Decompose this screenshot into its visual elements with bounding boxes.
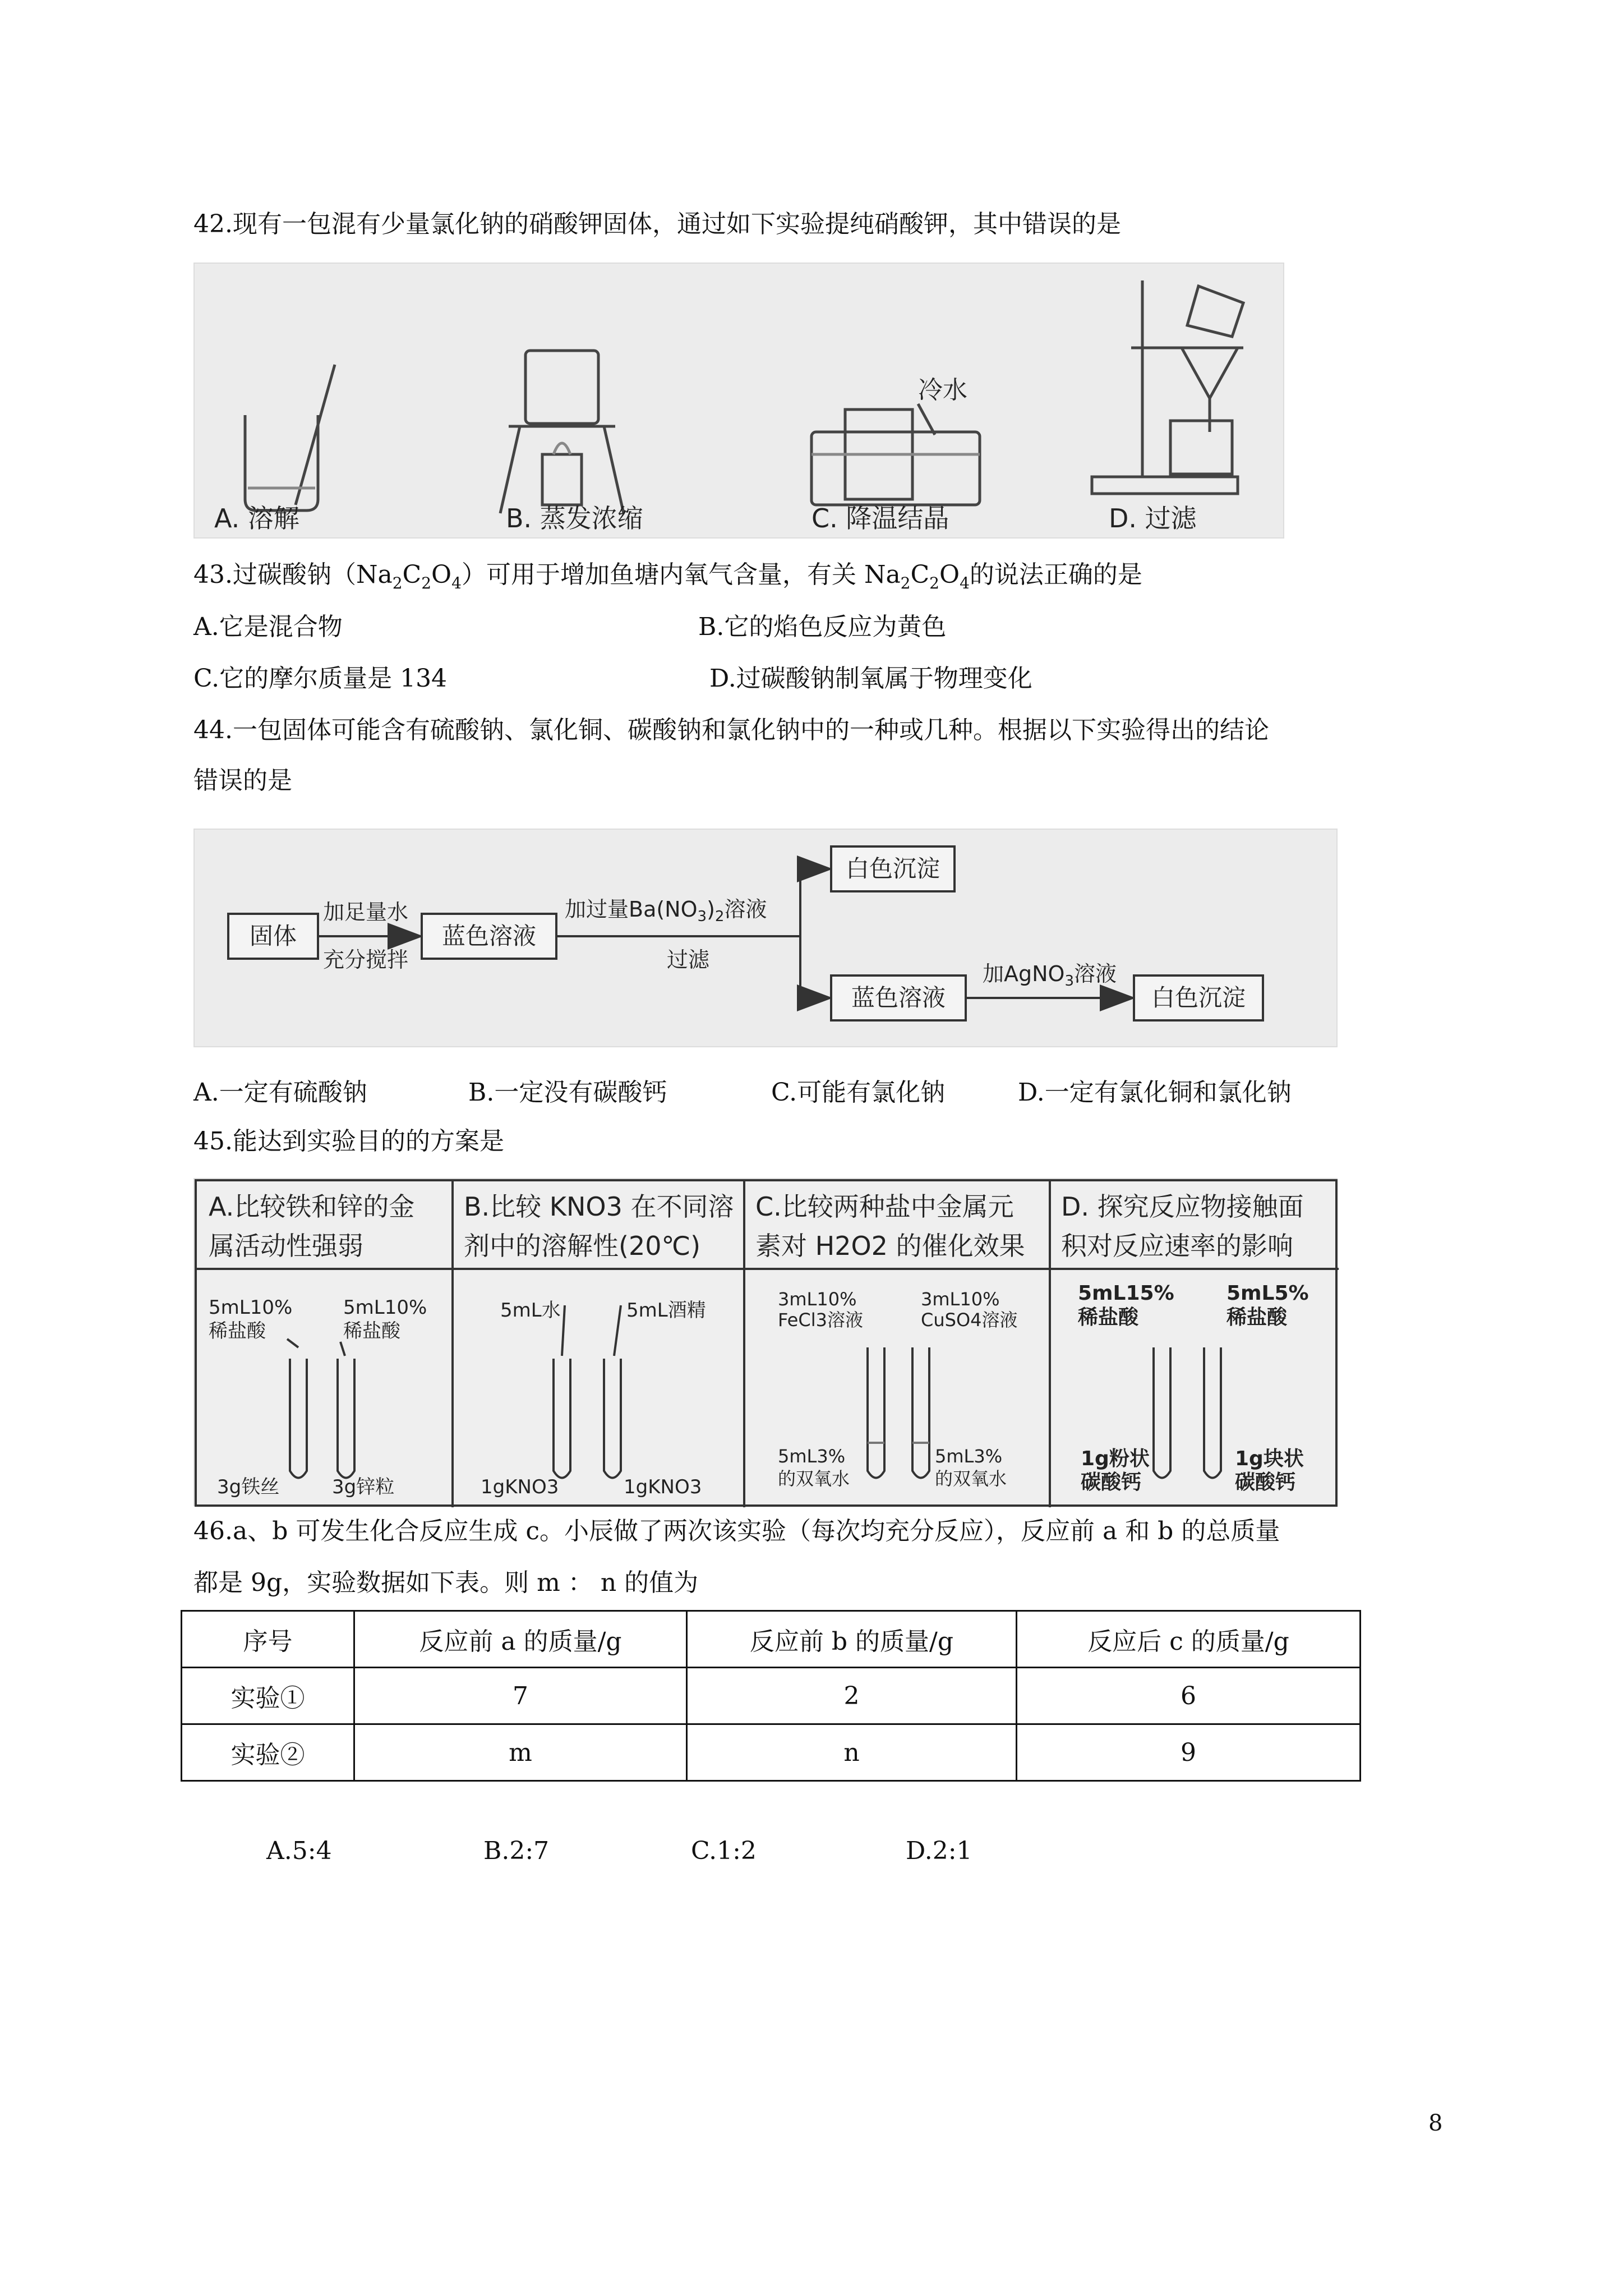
table-row bbox=[182, 1724, 1361, 1781]
flow-step1-top: 加足量水 bbox=[322, 900, 409, 924]
q44-option-c: C.可能有氯化钠 bbox=[771, 1078, 946, 1107]
flow-blue-solution: 蓝色溶液 bbox=[441, 922, 537, 950]
flow-step2-top: 加过量$Ba(NO_3)_2$溶液 bbox=[565, 897, 767, 925]
svg-text:5mL3%: 5mL3% bbox=[778, 1446, 846, 1467]
q45-figure-svg bbox=[195, 1179, 1339, 1507]
q44-line1: 44.一包固体可能含有硫酸钠、氯化铜、碳酸钠和氯化钠中的一种或几种。根据以下实验得出的结论 bbox=[193, 716, 1269, 744]
svg-text:5mL酒精: 5mL酒精 bbox=[626, 1299, 706, 1322]
q46-line2: 都是 9g，实验数据如下表。则 m ： n 的值为 bbox=[193, 1568, 699, 1597]
svg-text:B.比较 KNO3 在不同溶: B.比较 KNO3 在不同溶 bbox=[464, 1191, 734, 1222]
svg-text:1gKNO3: 1gKNO3 bbox=[481, 1476, 559, 1498]
q46-table bbox=[181, 1610, 1361, 1782]
flow-solid: 固体 bbox=[249, 922, 297, 950]
table-row bbox=[182, 1668, 1361, 1724]
q44-flowchart-svg bbox=[195, 830, 1339, 1048]
table-header-row bbox=[182, 1611, 1361, 1668]
svg-text:稀盐酸: 稀盐酸 bbox=[209, 1320, 266, 1342]
svg-text:5mL15%: 5mL15% bbox=[1078, 1282, 1174, 1305]
svg-text:3g铁丝: 3g铁丝 bbox=[217, 1476, 280, 1498]
svg-text:碳酸钙: 碳酸钙 bbox=[1081, 1471, 1142, 1494]
svg-text:3mL10%: 3mL10% bbox=[921, 1289, 1000, 1310]
panel-c bbox=[755, 1191, 1025, 1489]
q43-option-d: D.过碳酸钠制氧属于物理变化 bbox=[709, 664, 1032, 693]
flow-step1-bottom: 充分搅拌 bbox=[322, 947, 409, 972]
svg-text:1g块状: 1g块状 bbox=[1235, 1447, 1304, 1470]
svg-text:A.比较铁和锌的金: A.比较铁和锌的金 bbox=[209, 1191, 415, 1222]
q46-option-d: D.2:1 bbox=[906, 1837, 972, 1865]
table-cell: 6 bbox=[1017, 1668, 1361, 1724]
svg-text:属活动性强弱: 属活动性强弱 bbox=[209, 1231, 363, 1261]
figure-label-b: B. 蒸发浓缩 bbox=[506, 503, 643, 533]
q46-option-a: A.5:4 bbox=[266, 1837, 332, 1865]
svg-text:D. 探究反应物接触面: D. 探究反应物接触面 bbox=[1061, 1191, 1304, 1222]
q45-figure bbox=[193, 1178, 1338, 1506]
water-bath-icon bbox=[811, 404, 980, 505]
q44-option-b: B.一定没有碳酸钙 bbox=[468, 1078, 667, 1107]
svg-text:剂中的溶解性(20℃): 剂中的溶解性(20℃) bbox=[464, 1231, 701, 1261]
table-header: 反应前 a 的质量/g bbox=[354, 1611, 687, 1668]
svg-text:FeCl3溶液: FeCl3溶液 bbox=[778, 1309, 863, 1331]
svg-text:5mL10%: 5mL10% bbox=[209, 1296, 293, 1319]
svg-text:3g锌粒: 3g锌粒 bbox=[332, 1476, 395, 1498]
test-tube-icon bbox=[554, 1305, 621, 1478]
svg-text:的双氧水: 的双氧水 bbox=[778, 1468, 850, 1489]
svg-text:素对 H2O2 的催化效果: 素对 H2O2 的催化效果 bbox=[755, 1231, 1025, 1261]
svg-text:1g粉状: 1g粉状 bbox=[1081, 1447, 1150, 1470]
test-tube-icon bbox=[287, 1339, 354, 1478]
svg-text:稀盐酸: 稀盐酸 bbox=[343, 1320, 400, 1342]
q43-option-c: C.它的摩尔质量是 134 bbox=[193, 664, 448, 693]
q43-option-a: A.它是混合物 bbox=[193, 613, 343, 641]
filtration-icon bbox=[1092, 280, 1243, 494]
q45-text: 45.能达到实验目的的方案是 bbox=[193, 1127, 504, 1156]
table-header: 反应前 b 的质量/g bbox=[687, 1611, 1017, 1668]
page-number: 8 bbox=[1428, 2110, 1443, 2136]
figure-label-d: D. 过滤 bbox=[1109, 503, 1197, 533]
figure-label-c: C. 降温结晶 bbox=[811, 503, 949, 533]
table-cell: 9 bbox=[1017, 1724, 1361, 1781]
svg-text:3mL10%: 3mL10% bbox=[778, 1289, 857, 1310]
svg-text:C.比较两种盐中金属元: C.比较两种盐中金属元 bbox=[755, 1191, 1014, 1222]
svg-text:CuSO4溶液: CuSO4溶液 bbox=[921, 1309, 1018, 1331]
table-cell: 实验① bbox=[182, 1668, 354, 1724]
q46-line1: 46.a、b 可发生化合反应生成 c。小辰做了两次该实验（每次均充分反应），反应前 a 和 b 的总质量 bbox=[193, 1517, 1280, 1545]
svg-text:的双氧水: 的双氧水 bbox=[935, 1468, 1007, 1489]
beaker-icon bbox=[245, 365, 335, 510]
q42-text: 42.现有一包混有少量氯化钠的硝酸钾固体，通过如下实验提纯硝酸钾，其中错误的是 bbox=[193, 210, 1121, 238]
q42-figure-svg bbox=[195, 264, 1285, 540]
table-cell: 实验② bbox=[182, 1724, 354, 1781]
panel-a bbox=[209, 1191, 427, 1498]
svg-text:5mL3%: 5mL3% bbox=[935, 1446, 1003, 1467]
panel-b bbox=[464, 1191, 734, 1498]
table-header: 反应后 c 的质量/g bbox=[1017, 1611, 1361, 1668]
table-cell: m bbox=[354, 1724, 687, 1781]
figure-label-a: A. 溶解 bbox=[214, 503, 299, 533]
panel-d bbox=[1061, 1191, 1309, 1494]
q44-option-d: D.一定有氯化铜和氯化钠 bbox=[1018, 1078, 1292, 1107]
svg-text:稀盐酸: 稀盐酸 bbox=[1227, 1306, 1288, 1329]
svg-text:5mL10%: 5mL10% bbox=[343, 1296, 427, 1319]
q42-figure bbox=[193, 263, 1284, 539]
test-tube-icon bbox=[1154, 1347, 1221, 1478]
q43-option-b: B.它的焰色反应为黄色 bbox=[698, 613, 947, 641]
tripod-burner-icon bbox=[500, 351, 624, 513]
q43-text: 43.过碳酸钠$(Na_2C_2O_4)$可用于增加鱼塘内氧气含量，有关 $Na_2C_2O_4$的说法正确的是 bbox=[193, 560, 1142, 592]
table-header: 序号 bbox=[182, 1611, 354, 1668]
cold-water-label: 冷水 bbox=[918, 376, 967, 404]
flow-white-ppt-2: 白色沉淀 bbox=[1151, 984, 1246, 1011]
flow-step2-bottom: 过滤 bbox=[666, 947, 710, 972]
q44-flowchart bbox=[193, 829, 1338, 1047]
svg-text:稀盐酸: 稀盐酸 bbox=[1078, 1306, 1139, 1329]
flow-blue-solution-2: 蓝色溶液 bbox=[851, 984, 946, 1011]
q46-option-b: B.2:7 bbox=[483, 1837, 550, 1865]
table-cell: 2 bbox=[687, 1668, 1017, 1724]
flow-step3: 加AgNO$_3$溶液 bbox=[983, 961, 1117, 990]
test-tube-icon bbox=[868, 1347, 929, 1478]
table-cell: n bbox=[687, 1724, 1017, 1781]
svg-text:5mL水: 5mL水 bbox=[500, 1299, 561, 1322]
q46-option-c: C.1:2 bbox=[691, 1837, 757, 1865]
q44-option-a: A.一定有硫酸钠 bbox=[193, 1078, 367, 1107]
q44-line2: 错误的是 bbox=[193, 766, 292, 795]
svg-text:1gKNO3: 1gKNO3 bbox=[624, 1476, 702, 1498]
svg-text:积对反应速率的影响: 积对反应速率的影响 bbox=[1061, 1231, 1293, 1261]
svg-text:碳酸钙: 碳酸钙 bbox=[1235, 1471, 1296, 1494]
table-cell: 7 bbox=[354, 1668, 687, 1724]
flow-white-ppt-1: 白色沉淀 bbox=[845, 855, 940, 882]
svg-text:5mL5%: 5mL5% bbox=[1227, 1282, 1309, 1305]
